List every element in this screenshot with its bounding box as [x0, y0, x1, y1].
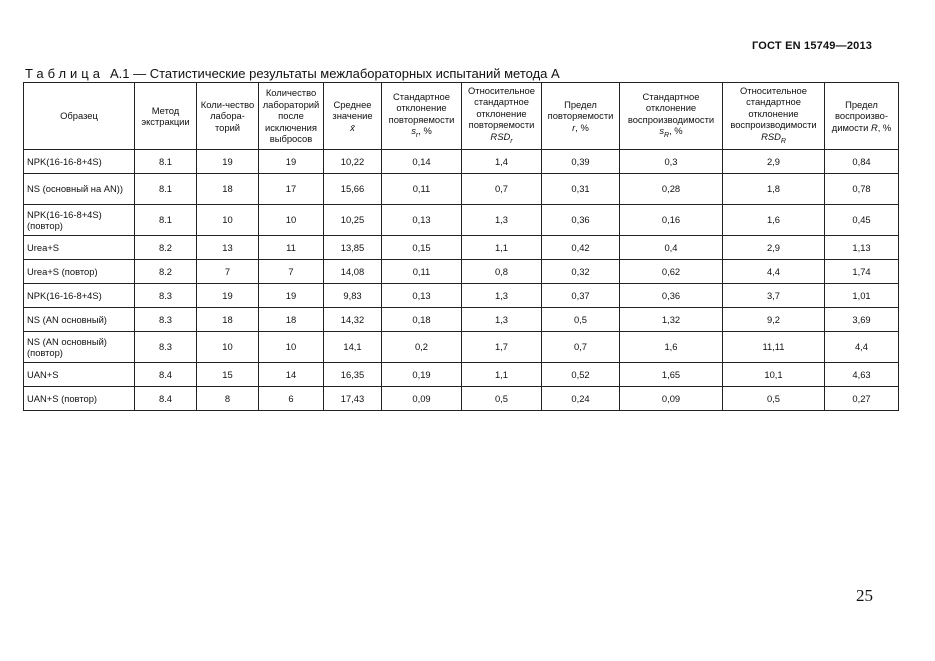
cell-r: 0,36: [542, 205, 620, 236]
cell-sR: 0,62: [620, 260, 723, 284]
table-row: [24, 205, 899, 236]
cell-rsdR: 11,11: [723, 332, 825, 363]
cell-mean: 13,85: [324, 236, 382, 260]
cell-R: 0,27: [825, 387, 899, 411]
cell-rsdR: 3,7: [723, 284, 825, 308]
cell-labs-after: 14: [259, 363, 324, 387]
cell-r: 0,32: [542, 260, 620, 284]
cell-sample: NPK(16-16-8+4S): [24, 150, 135, 174]
cell-sample: Urea+S (повтор): [24, 260, 135, 284]
cell-sR: 0,09: [620, 387, 723, 411]
cell-mean: 10,25: [324, 205, 382, 236]
cell-sr: 0,14: [382, 150, 462, 174]
cell-mean: 15,66: [324, 174, 382, 205]
cell-method: 8.3: [135, 308, 197, 332]
cell-rsdr: 1,1: [462, 363, 542, 387]
cell-sr: 0,13: [382, 284, 462, 308]
cell-labs: 8: [197, 387, 259, 411]
header-rsdr: Относительное стандартное отклонение повторяемости $RSD_r$: [462, 83, 542, 150]
cell-rsdR: 1,8: [723, 174, 825, 205]
cell-labs-after: 7: [259, 260, 324, 284]
cell-R: 0,45: [825, 205, 899, 236]
cell-labs: 13: [197, 236, 259, 260]
caption-word: Таблица: [25, 66, 104, 81]
header-r: Предел повторяемости r, %: [542, 83, 620, 150]
header-mean: Среднее значение x̄: [324, 83, 382, 150]
cell-rsdR: 10,1: [723, 363, 825, 387]
cell-method: 8.4: [135, 363, 197, 387]
cell-r: 0,52: [542, 363, 620, 387]
cell-rsdR: 9,2: [723, 308, 825, 332]
header-row: [24, 83, 899, 150]
table-row: [24, 332, 899, 363]
cell-sr: 0,2: [382, 332, 462, 363]
cell-r: 0,31: [542, 174, 620, 205]
cell-labs-after: 19: [259, 150, 324, 174]
cell-rsdr: 0,8: [462, 260, 542, 284]
table-row: [24, 387, 899, 411]
cell-sample: Urea+S: [24, 236, 135, 260]
cell-mean: 9,83: [324, 284, 382, 308]
header-sr: Стандартное отклонение повторяемости $s_r$, %: [382, 83, 462, 150]
cell-sR: 0,16: [620, 205, 723, 236]
cell-labs: 10: [197, 332, 259, 363]
table-row: [24, 284, 899, 308]
cell-labs-after: 10: [259, 332, 324, 363]
results-table: [23, 82, 899, 411]
cell-method: 8.4: [135, 387, 197, 411]
cell-sr: 0,13: [382, 205, 462, 236]
cell-r: 0,5: [542, 308, 620, 332]
cell-mean: 14,08: [324, 260, 382, 284]
cell-r: 0,37: [542, 284, 620, 308]
cell-rsdR: 0,5: [723, 387, 825, 411]
cell-method: 8.3: [135, 332, 197, 363]
cell-rsdr: 1,1: [462, 236, 542, 260]
cell-rsdr: 1,3: [462, 284, 542, 308]
cell-method: 8.2: [135, 260, 197, 284]
table-caption: [25, 66, 560, 81]
cell-method: 8.1: [135, 150, 197, 174]
cell-sample: UAN+S (повтор): [24, 387, 135, 411]
cell-method: 8.1: [135, 174, 197, 205]
cell-sR: 0,36: [620, 284, 723, 308]
cell-r: 0,42: [542, 236, 620, 260]
cell-sr: 0,15: [382, 236, 462, 260]
caption-text: А.1 — Статистические результаты межлабораторных испытаний метода А: [109, 66, 560, 81]
cell-labs: 19: [197, 150, 259, 174]
cell-rsdr: 1,3: [462, 205, 542, 236]
cell-sR: 0,28: [620, 174, 723, 205]
standard-designation: ГОСТ EN 15749—2013: [752, 40, 873, 52]
cell-labs: 19: [197, 284, 259, 308]
page-number: 25: [856, 586, 873, 605]
cell-R: 0,84: [825, 150, 899, 174]
cell-mean: 14,32: [324, 308, 382, 332]
cell-R: 4,4: [825, 332, 899, 363]
header-rsdR: Относительное стандартное отклонение воспроизводимости $RSD_R$: [723, 83, 825, 150]
header-sample: Образец: [24, 83, 135, 150]
cell-sample: UAN+S: [24, 363, 135, 387]
cell-R: 1,74: [825, 260, 899, 284]
cell-rsdr: 0,7: [462, 174, 542, 205]
cell-sR: 0,4: [620, 236, 723, 260]
cell-mean: 10,22: [324, 150, 382, 174]
cell-rsdr: 1,3: [462, 308, 542, 332]
header-R: Предел воспроизво-димости R, %: [825, 83, 899, 150]
cell-R: 1,01: [825, 284, 899, 308]
cell-sR: 0,3: [620, 150, 723, 174]
cell-rsdR: 4,4: [723, 260, 825, 284]
cell-R: 1,13: [825, 236, 899, 260]
table-row: [24, 308, 899, 332]
cell-labs-after: 18: [259, 308, 324, 332]
table-row: [24, 236, 899, 260]
cell-method: 8.1: [135, 205, 197, 236]
cell-sr: 0,11: [382, 174, 462, 205]
cell-labs: 7: [197, 260, 259, 284]
cell-mean: 14,1: [324, 332, 382, 363]
cell-R: 0,78: [825, 174, 899, 205]
cell-labs-after: 11: [259, 236, 324, 260]
cell-sR: 1,6: [620, 332, 723, 363]
cell-method: 8.3: [135, 284, 197, 308]
cell-labs-after: 10: [259, 205, 324, 236]
table-row: [24, 260, 899, 284]
cell-mean: 17,43: [324, 387, 382, 411]
header-labs-after: Количество лабораторий после исключения выбросов: [259, 83, 324, 150]
cell-rsdr: 1,4: [462, 150, 542, 174]
cell-labs: 15: [197, 363, 259, 387]
cell-sr: 0,11: [382, 260, 462, 284]
cell-method: 8.2: [135, 236, 197, 260]
cell-rsdR: 2,9: [723, 236, 825, 260]
cell-labs-after: 17: [259, 174, 324, 205]
cell-rsdr: 0,5: [462, 387, 542, 411]
table-row: [24, 150, 899, 174]
cell-labs: 18: [197, 174, 259, 205]
cell-rsdr: 1,7: [462, 332, 542, 363]
cell-mean: 16,35: [324, 363, 382, 387]
header-method: Метод экстракции: [135, 83, 197, 150]
cell-R: 4,63: [825, 363, 899, 387]
cell-rsdR: 1,6: [723, 205, 825, 236]
cell-sample: NS (AN основный): [24, 308, 135, 332]
cell-labs-after: 6: [259, 387, 324, 411]
cell-r: 0,39: [542, 150, 620, 174]
cell-rsdR: 2,9: [723, 150, 825, 174]
header-labs: Коли-чество лабора-торий: [197, 83, 259, 150]
cell-sample: NS (AN основный) (повтор): [24, 332, 135, 363]
cell-sR: 1,65: [620, 363, 723, 387]
cell-sR: 1,32: [620, 308, 723, 332]
cell-R: 3,69: [825, 308, 899, 332]
header-sR: Стандартное отклонение воспроизводимости $s_R$, %: [620, 83, 723, 150]
cell-sample: NPK(16-16-8+4S): [24, 284, 135, 308]
cell-r: 0,24: [542, 387, 620, 411]
cell-labs: 18: [197, 308, 259, 332]
table-row: [24, 174, 899, 205]
cell-sr: 0,18: [382, 308, 462, 332]
cell-sample: NS (основный на AN)): [24, 174, 135, 205]
cell-sample: NPK(16-16-8+4S) (повтор): [24, 205, 135, 236]
cell-labs: 10: [197, 205, 259, 236]
cell-r: 0,7: [542, 332, 620, 363]
cell-sr: 0,09: [382, 387, 462, 411]
table-row: [24, 363, 899, 387]
cell-sr: 0,19: [382, 363, 462, 387]
cell-labs-after: 19: [259, 284, 324, 308]
